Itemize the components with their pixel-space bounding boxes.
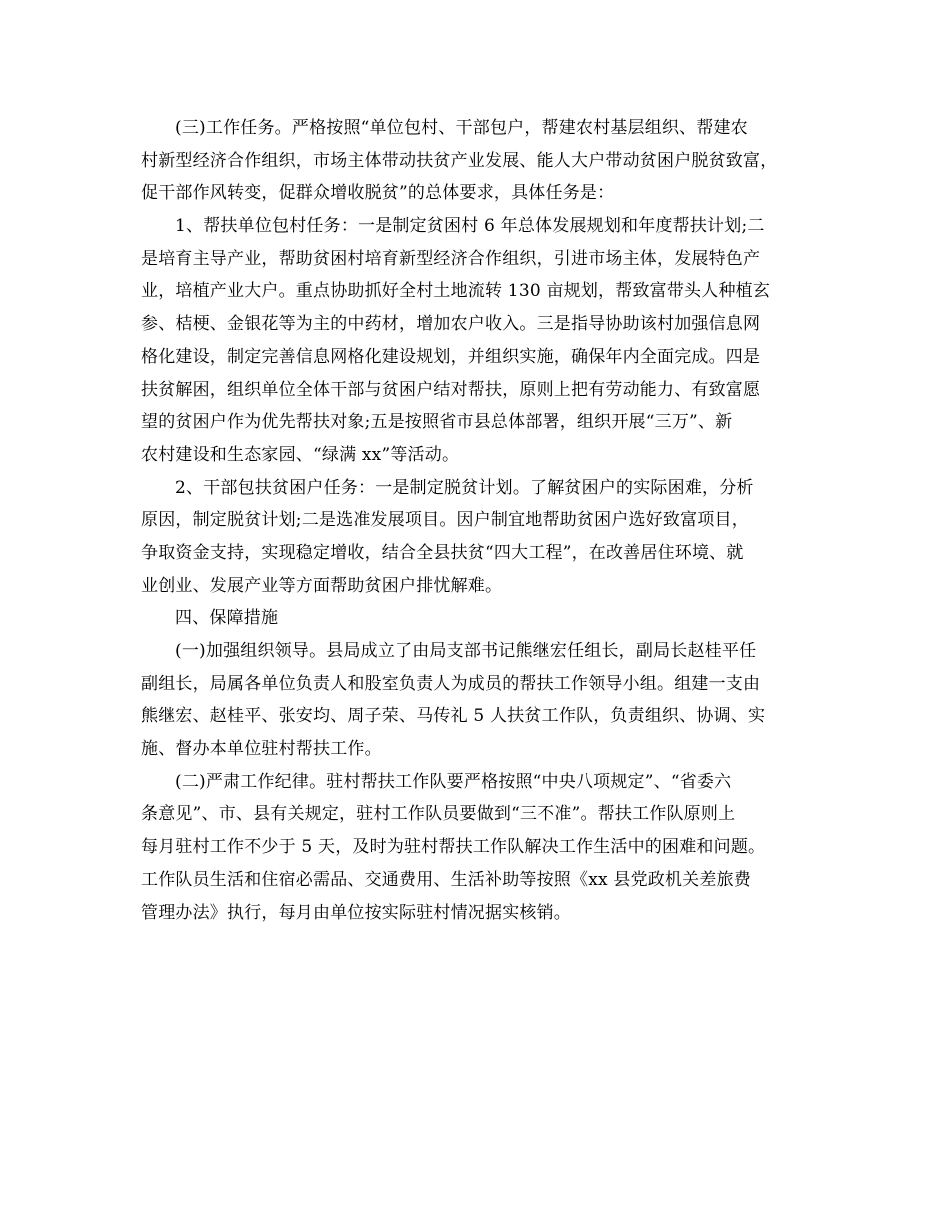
text-line: 副组长，局属各单位负责人和股室负责人为成员的帮扶工作领导小组。组建一支由	[141, 673, 761, 694]
section-heading: 四、保障措施	[175, 608, 279, 629]
text-line: 熊继宏、赵桂平、张安均、周子荣、马传礼 5 人扶贫工作队，负责组织、协调、实	[141, 706, 766, 727]
text-line: 争取资金支持，实现稳定增收，结合全县扶贫“四大工程”，在改善居住环境、就	[141, 542, 744, 563]
text-line: 工作队员生活和住宿必需品、交通费用、生活补助等按照《xx 县党政机关差旅费	[141, 869, 751, 890]
text-line: 农村建设和生态家园、“绿满 xx”等活动。	[141, 444, 460, 465]
text-line: 施、督办本单位驻村帮扶工作。	[141, 739, 382, 760]
text-line: 每月驻村工作不少于 5 天，及时为驻村帮扶工作队解决工作生活中的困难和问题。	[141, 837, 766, 858]
paragraph-work-tasks	[141, 112, 813, 210]
text-line: 1、帮扶单位包村任务：一是制定贫困村 6 年总体发展规划和年度帮扶计划;二	[175, 216, 765, 237]
text-line: (三)工作任务。严格按照“单位包村、干部包户，帮建农村基层组织、帮建农	[175, 118, 748, 138]
text-line: 条意见”、市、县有关规定，驻村工作队员要做到“三不准”。帮扶工作队原则上	[141, 804, 736, 825]
paragraph-unit-village-task	[141, 210, 813, 472]
text-line: (二)严肃工作纪律。驻村帮扶工作队要严格按照“中央八项规定”、“省委六	[175, 771, 732, 792]
text-line: 管理办法》执行，每月由单位按实际驻村情况据实核销。	[141, 902, 571, 923]
paragraph-discipline	[141, 766, 813, 929]
text-line: 格化建设，制定完善信息网格化建设规划，并组织实施，确保年内全面完成。四是	[141, 346, 761, 367]
text-line: 业，培植产业大户。重点协助抓好全村土地流转 130 亩规划，帮致富带头人种植玄	[141, 281, 771, 302]
text-line: 2、干部包扶贫困户任务：一是制定脱贫计划。了解贫困户的实际困难，分析	[175, 477, 754, 498]
text-line: 业创业、发展产业等方面帮助贫困户排忧解难。	[141, 575, 503, 596]
text-line: 望的贫困户作为优先帮扶对象;五是按照省市县总体部署，组织开展“三万”、新	[141, 412, 733, 433]
text-line: 是培育主导产业，帮助贫困村培育新型经济合作组织，引进市场主体，发展特色产	[141, 248, 761, 269]
text-line: 参、桔梗、金银花等为主的中药材，增加农户收入。三是指导协助该村加强信息网	[141, 314, 761, 335]
document-body	[141, 112, 813, 929]
section-heading-safeguards	[141, 602, 813, 635]
text-line: (一)加强组织领导。县局成立了由局支部书记熊继宏任组长，副局长赵桂平任	[175, 641, 757, 661]
text-line: 原因，制定脱贫计划;二是选准发展项目。因户制宜地帮助贫困户选好致富项目，	[141, 510, 749, 531]
paragraph-cadre-household-task	[141, 472, 813, 603]
text-line: 促干部作风转变，促群众增收脱贫”的总体要求，具体任务是：	[141, 183, 615, 204]
text-line: 扶贫解困，组织单位全体干部与贫困户结对帮扶，原则上把有劳动能力、有致富愿	[141, 379, 761, 400]
text-line: 村新型经济合作组织，市场主体带动扶贫产业发展、能人大户带动贫困户脱贫致富，	[141, 150, 778, 171]
paragraph-leadership	[141, 635, 813, 766]
